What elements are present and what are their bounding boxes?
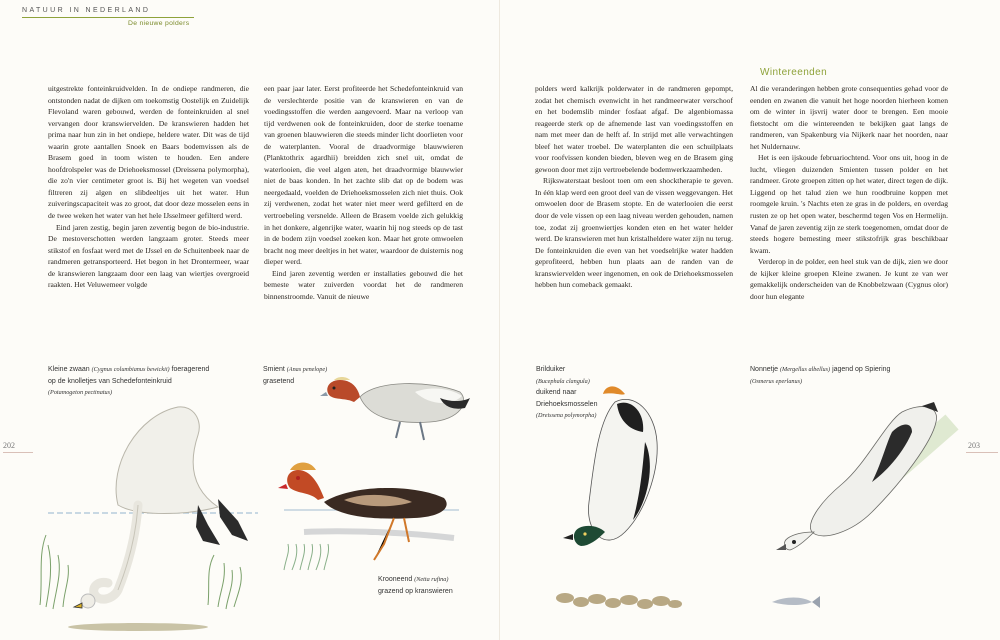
page-number-rule bbox=[966, 452, 998, 453]
goldeneye-illustration bbox=[545, 382, 715, 622]
left-column-2 bbox=[264, 83, 463, 339]
caption-kleine-zwaan: Kleine zwaan (Cygnus columbianus bewickii) foeragerend op de knolletjes van Schedefonteinkruid (Potamogeton pectinatus) bbox=[48, 366, 210, 396]
caption-krooneend: Krooneend (Netta rufina) grazend op kranswieren bbox=[378, 576, 453, 595]
caption-brilduiker: Brilduiker (Bucephala clangula) duikend naar Driehoeksmosselen (Dreissena polymorpha) bbox=[536, 366, 598, 419]
paragraph: Eind jaren zestig, begin jaren zeventig begon de bio-industrie. De mestoverschotten werden langzaam groter. Steeds meer stikstof en fosfaat werd met de IJssel en de Schuitenbeek naar de randmeren getransporteerd. Het begon in het Drontermeer, waar de kranswieren langzaam door een laag van wiertjes overgroeid raakten. Het Veluwemeer volgde bbox=[48, 222, 249, 290]
right-column-1 bbox=[535, 83, 733, 339]
wigeon-illustration bbox=[320, 362, 480, 447]
left-column-1 bbox=[48, 83, 249, 339]
paragraph: polders werd kalkrijk polderwater in de randmeren gepompt, zodat het chemisch evenwicht in het randmeerwater verschoof en het bodemslib minder fosfaat afgaf. De algenbiomassa reageerde sterk op de afnemende last van voedingsstoffen en nam met meer dan de helft af. In strijd met alle verwachtingen bleef het water troebel. De waterplanten die een schuilplaats voor roofvissen konden bieden, bleven weg en de Brasem ging gewoon door met zijn vertroebelende bodemwerkzaamheden. bbox=[535, 84, 733, 174]
section-title: NATUUR IN NEDERLAND bbox=[22, 7, 151, 14]
subsection-title: De nieuwe polders bbox=[128, 20, 190, 27]
paragraph: Rijkswaterstaat besloot toen om een shocktherapie te geven. In één klap werd een groot deel van de vissen weggevangen. Het omwoelen door de Brasem stopte. En de waterlooien die eerst door de vele vissen op een laag niveau werden gehouden, namen toe, zodat zij groenwiertjes konden eten en het water helder werd. De kranswieren met hun kristalheldere water zijn nu terug. De fonteinkruiden die even van het voedselrijke water hadden geprofiteerd, hebben hun plaats aan de randen van de kranswiervelden weer ingenomen, en ook de Driehoeksmosselen hebben hun comeback gemaakt. bbox=[535, 176, 733, 290]
paragraph: Verderop in de polder, een heel stuk van de dijk, zien we door de kijker kleine groepen Kleine zwanen. Je kunt ze van wer gemakkelijk onderscheiden van de Knobbelzwaan (Cygnus olor) door hun elegante bbox=[750, 257, 948, 301]
page-number-right: 203 bbox=[968, 441, 980, 450]
paragraph: een paar jaar later. Eerst profiteerde het Schedefonteinkruid van de verslechterde positie van de kranswieren en van de voedingsstoffen die werden aangevoerd. Maar na verloop van tijd verdwenen ook de fonteinkruiden, door de sterke toename van groenen blauwwieren die steeds minder licht doorlieten voor de waterplanten. Vooral de draadvormige blauwwieren (Planktothrix agardhii) breidden zich snel uit, omdat de waterlooien, die veel algen aten, het draadvormige blauwwier niet de baas konden. In het zachte slib dat op de bodem was neergedaald, voelden de Driehoeksmosselen zich niet thuis. Ook zij verdwenen, zodat het water niet meer werd gefilterd en de vertroebeling versnelde. Alleen de Brasem voelde zich gelukkig in het donkere, algenrijke water, waarin hij nog steeds op de tast in de bodem zijn voedsel zoeken kon. Maar het grote omwoelen bracht nog meer deeltjes in het water, waardoor de duisternis nog dieper werd. bbox=[264, 84, 463, 267]
paragraph: Al die veranderingen hebben grote consequenties gehad voor de eenden en zwanen die vanuit het hoge noorden hierheen komen om de winter in ijsvrij water door te brengen. Een mooie fietstocht om die wintereenden te bekijken gaat langs de randmeren, van Spakenburg via Nijkerk naar het noorden, naar het Nuldernauw. bbox=[750, 84, 948, 151]
header-rule bbox=[22, 17, 194, 18]
paragraph: Eind jaren zeventig werden er installaties gebouwd die het bemeste water zuiverden voordat het de randmeren binnenstroomde. Vanuit de nieuwe bbox=[264, 268, 463, 301]
gutter bbox=[499, 0, 500, 640]
swan-illustration bbox=[28, 395, 268, 635]
paragraph: Het is een ijskoude februariochtend. Voor ons uit, hoog in de lucht, vliegen duizenden Smienten tussen polder en het randmeer. Grote groepen zitten op het water, direct tegen de dijk. Liggend op het talud zien we hun roodbruine koppen met roomgele kruin. 's Nachts eten ze gras in de polders, en overdag rusten ze op het open water, beschermd tegen Vos en Hermelijn. Vanaf de jaren zeventig zijn ze sterk toegenomen, omdat door de steeds hogere bemesting meer stikstofrijk gras beschikbaar kwam. bbox=[750, 153, 948, 255]
swan-head bbox=[81, 594, 95, 608]
section-heading: Wintereenden bbox=[760, 67, 828, 78]
page-number-left: 202 bbox=[3, 441, 15, 450]
caption-nonnetje: Nonnetje (Mergellus albellus) jagend op Spiering (Osmerus eperlanus) bbox=[750, 366, 891, 385]
pochard-illustration bbox=[284, 452, 474, 572]
caption-smient: Smient (Anas penelope) grasetend bbox=[263, 366, 328, 385]
smew-illustration bbox=[762, 392, 962, 622]
right-column-2 bbox=[750, 83, 948, 339]
paragraph: uitgestrekte fonteinkruidvelden. In de ondiepe randmeren, die ontstonden nadat de dijken om toekomstig Oostelijk en Zuidelijk Flevoland waren gebouwd, werden de fonteinkruiden al snel vervangen door kranswiervelden. De kranswieren hadden het prima naar hun zin in het ondiepe, heldere water. Dit was de tijd waarin grote aantallen Snoek en Baars bodemvissen als de Brasem goed in toom wisten te houden. Een andere hoofdrolspeler was de Driehoeksmossel (Dreissena polymorpha), die zo'n vier centimeter groot is. Bij het wegeten van voedsel filtreren zij algen en slibdeeltjes uit het water. Hun zuiveringscapaciteit was zo groot, dat door deze mosselen eens in de twee weken het water van het hele IJsselmeer gefilterd werd. bbox=[48, 84, 249, 221]
